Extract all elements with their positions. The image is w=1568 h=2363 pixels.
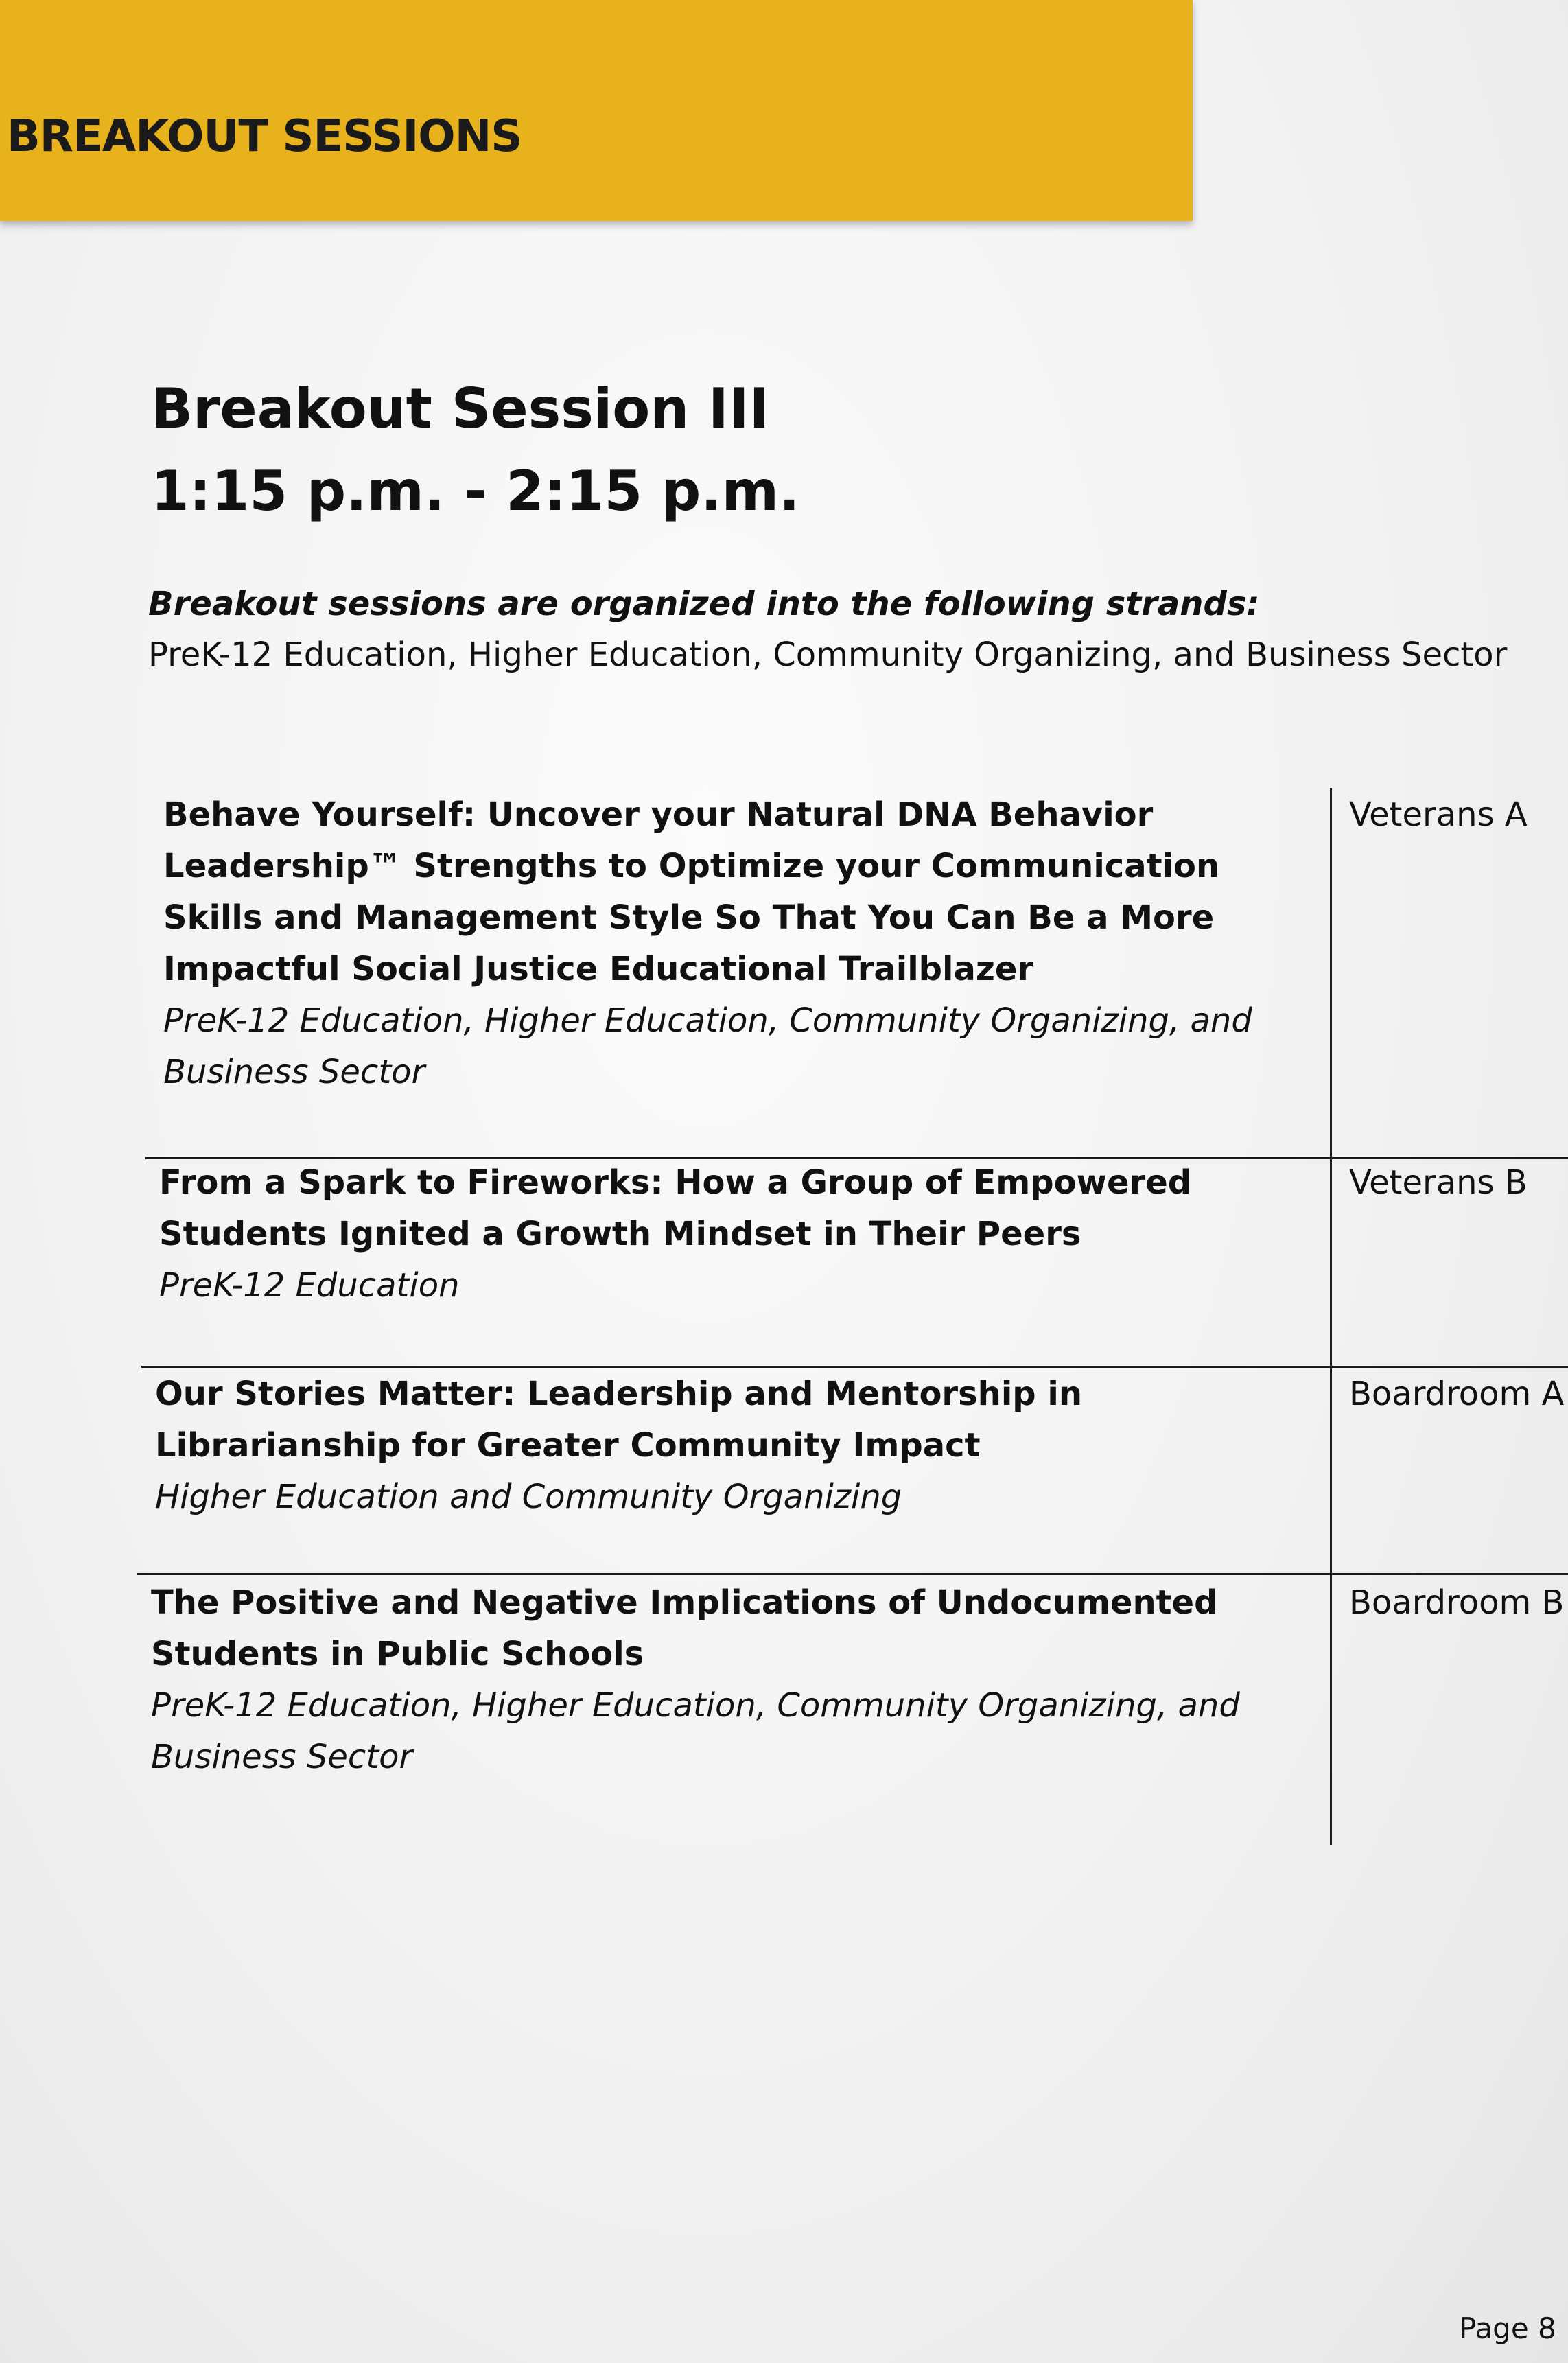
session-room: Veterans B (1349, 1163, 1528, 1202)
session-strand: PreK-12 Education (159, 1266, 460, 1305)
row-divider (141, 1366, 1568, 1368)
session-strand: PreK-12 Education, Higher Education, Community Organizing, and Business Sector (151, 1686, 1240, 1776)
session-time: 1:15 p.m. - 2:15 p.m. (151, 459, 800, 523)
strands-intro: Breakout sessions are organized into the following strands: (148, 585, 1260, 623)
session-row (151, 1577, 1318, 1783)
session-room: Veterans A (1349, 795, 1528, 834)
session-room: Boardroom A (1349, 1375, 1565, 1413)
session-strand: PreK-12 Education, Higher Education, Community Organizing, and Business Sector (163, 1001, 1252, 1091)
session-heading (151, 368, 799, 533)
room-column-divider (1330, 788, 1332, 1845)
page-number: Page 8 (1459, 2312, 1556, 2345)
session-title: Breakout Session III (151, 377, 770, 441)
session-strand: Higher Education and Community Organizing (155, 1478, 902, 1516)
session-name: Behave Yourself: Uncover your Natural DNA Behavior Leadership™ Strengths to Optimize your Communication Skills and Management Style So That You Can Be a More Impactful Social Justice Educational Trailblazer (163, 795, 1220, 988)
session-row (163, 789, 1330, 1098)
banner-title: BREAKOUT SESSIONS (7, 111, 522, 162)
session-room: Boardroom B (1349, 1583, 1565, 1622)
session-row (155, 1369, 1322, 1523)
strands-list: PreK-12 Education, Higher Education, Community Organizing, and Business Sector (148, 636, 1508, 674)
session-name: From a Spark to Fireworks: How a Group of Empowered Students Ignited a Growth Mindset in Their Peers (159, 1163, 1192, 1253)
session-row (159, 1157, 1326, 1312)
row-divider (137, 1573, 1568, 1575)
session-name: The Positive and Negative Implications of Undocumented Students in Public Schools (151, 1583, 1218, 1673)
session-name: Our Stories Matter: Leadership and Mentorship in Librarianship for Greater Community Impact (155, 1375, 1082, 1465)
section-banner (0, 0, 1193, 221)
